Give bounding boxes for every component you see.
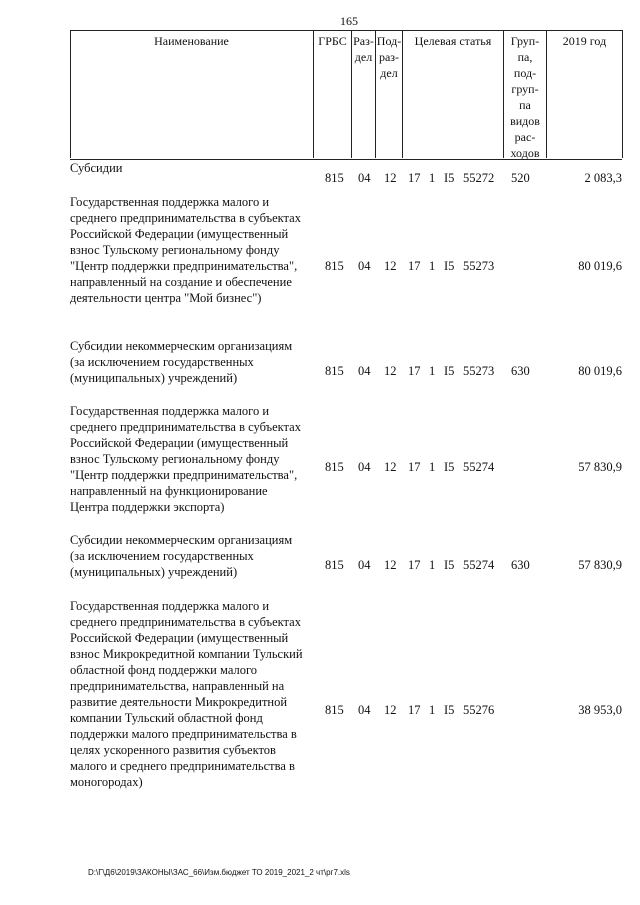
cell-target-2: 1 [429, 259, 436, 273]
header-grbs: ГРБС [318, 34, 347, 48]
cell-amount: 80 019,6 [578, 259, 622, 273]
table-rule [546, 30, 547, 158]
cell-target-3: I5 [444, 703, 455, 717]
header-podrazdel-line: дел [380, 66, 398, 80]
row-name-line: Субсидии [70, 161, 123, 175]
row-name-line: Государственная поддержка малого и [70, 195, 270, 209]
row-name-line: Центра поддержки экспорта) [70, 500, 225, 514]
cell-target-2: 1 [429, 364, 436, 378]
table-row [70, 403, 622, 515]
row-name [70, 598, 313, 790]
row-name-line: Российской Федерации (имущественный [70, 631, 289, 645]
row-name-line: взнос Тульскому региональному фонду [70, 243, 280, 257]
table-rule [375, 30, 376, 158]
cell-podrazdel: 12 [384, 703, 397, 717]
row-name-line: моногородах) [70, 775, 143, 789]
table-header [70, 30, 622, 160]
row-name-line: Субсидии некоммерческим организациям [70, 339, 293, 353]
cell-grbs: 815 [325, 171, 344, 185]
cell-target-2: 1 [429, 171, 436, 185]
row-name-line: "Центр поддержки предпринимательства", [70, 468, 298, 482]
table-row [70, 194, 622, 306]
cell-amount: 57 830,9 [578, 558, 622, 572]
cell-target-1: 17 [408, 171, 421, 185]
row-name-line: (муниципальных) учреждений) [70, 565, 238, 579]
cell-target-2: 1 [429, 703, 436, 717]
row-name-line: поддержки малого предпринимательства в [70, 727, 297, 741]
row-name-line: взнос Тульскому региональному фонду [70, 452, 280, 466]
cell-group: 520 [511, 171, 530, 185]
cell-grbs: 815 [325, 460, 344, 474]
row-name-line: (за исключением государственных [70, 549, 254, 563]
cell-razdel: 04 [358, 460, 371, 474]
cell-target-1: 17 [408, 259, 421, 273]
file-path-footer: D:\Г\Д6\2019\ЗАКОНЫ\ЗАС_66\Изм.бюджет ТО 2019_2021_2 чт\рг7.xls [88, 868, 350, 877]
row-name-line: предпринимательства, направленный на [70, 679, 285, 693]
header-podrazdel-line: Под- [376, 34, 402, 48]
row-name-line: компании Тульский областной фонд [70, 711, 263, 725]
row-name-line: Российской Федерации (имущественный [70, 227, 289, 241]
row-name [70, 532, 313, 580]
table-rule [351, 30, 352, 158]
cell-razdel: 04 [358, 259, 371, 273]
header-group-line: видов [510, 114, 540, 128]
row-name-line: среднего предпринимательства в субъектах [70, 211, 301, 225]
cell-target-2: 1 [429, 558, 436, 572]
table-rule [503, 30, 504, 158]
cell-target-1: 17 [408, 460, 421, 474]
header-razdel-line: дел [354, 50, 373, 64]
cell-razdel: 04 [358, 364, 371, 378]
row-name-line: (муниципальных) учреждений) [70, 371, 238, 385]
cell-amount: 80 019,6 [578, 364, 622, 378]
cell-target-4: 55276 [463, 703, 495, 717]
page-number: 165 [340, 14, 358, 28]
cell-target-3: I5 [444, 171, 455, 185]
row-name-line: направленный на функционирование [70, 484, 268, 498]
cell-podrazdel: 12 [384, 558, 397, 572]
cell-target-1: 17 [408, 703, 421, 717]
table-rule [402, 30, 403, 158]
table-row [70, 532, 622, 580]
header-group-line: па, [517, 50, 533, 64]
cell-razdel: 04 [358, 703, 371, 717]
cell-target-3: I5 [444, 364, 455, 378]
header-razdel [352, 31, 375, 159]
cell-target-3: I5 [444, 460, 455, 474]
header-podrazdel [376, 31, 402, 159]
row-name-line: среднего предпринимательства в субъектах [70, 420, 301, 434]
cell-amount: 2 083,3 [584, 171, 622, 185]
cell-podrazdel: 12 [384, 259, 397, 273]
header-year: 2019 год [562, 34, 607, 48]
row-name-line: деятельности центра "Мой бизнес") [70, 291, 262, 305]
cell-razdel: 04 [358, 171, 371, 185]
cell-grbs: 815 [325, 558, 344, 572]
row-name [70, 194, 313, 306]
cell-target-2: 1 [429, 460, 436, 474]
cell-target-4: 55273 [463, 364, 495, 378]
cell-target-4: 55272 [463, 171, 495, 185]
header-razdel-line: Раз- [353, 34, 374, 48]
cell-target-4: 55274 [463, 460, 495, 474]
row-name [70, 338, 313, 386]
row-name-line: (за исключением государственных [70, 355, 254, 369]
row-name-line: среднего предпринимательства в субъектах [70, 615, 301, 629]
table-row [70, 598, 622, 790]
row-name-line: Государственная поддержка малого и [70, 404, 270, 418]
cell-amount: 57 830,9 [578, 460, 622, 474]
row-name-line: направленный на создание и обеспечение [70, 275, 292, 289]
row-name-line: Российской Федерации (имущественный [70, 436, 289, 450]
cell-grbs: 815 [325, 364, 344, 378]
row-name-line: Государственная поддержка малого и [70, 599, 270, 613]
row-name-line: развитие деятельности Микрокредитной [70, 695, 288, 709]
row-name [70, 403, 313, 515]
cell-target-4: 55273 [463, 259, 495, 273]
header-podrazdel-line: раз- [378, 50, 400, 64]
cell-razdel: 04 [358, 558, 371, 572]
row-name [70, 160, 313, 176]
header-group-line: Груп- [510, 34, 540, 48]
row-name-line: областной фонд поддержки малого [70, 663, 258, 677]
row-name-line: целях ускоренного развития субъектов [70, 743, 276, 757]
cell-podrazdel: 12 [384, 460, 397, 474]
table-rule [622, 30, 623, 158]
table-rule [313, 30, 314, 158]
cell-target-3: I5 [444, 259, 455, 273]
cell-grbs: 815 [325, 259, 344, 273]
cell-group: 630 [511, 364, 530, 378]
header-group-line: груп- [511, 82, 539, 96]
table-rule [70, 30, 71, 158]
header-group-line: рас- [514, 130, 536, 144]
row-name-line: Субсидии некоммерческим организациям [70, 533, 293, 547]
cell-podrazdel: 12 [384, 171, 397, 185]
header-name: Наименование [154, 34, 229, 48]
table-row [70, 160, 622, 185]
cell-amount: 38 953,0 [578, 703, 622, 717]
row-name-line: "Центр поддержки предпринимательства", [70, 259, 298, 273]
cell-target-3: I5 [444, 558, 455, 572]
cell-group: 630 [511, 558, 530, 572]
table-row [70, 338, 622, 386]
cell-target-4: 55274 [463, 558, 495, 572]
header-group-line: ходов [510, 146, 540, 160]
cell-target-1: 17 [408, 364, 421, 378]
header-target: Целевая статья [414, 34, 492, 48]
header-group-line: под- [513, 66, 537, 80]
cell-grbs: 815 [325, 703, 344, 717]
cell-target-1: 17 [408, 558, 421, 572]
cell-podrazdel: 12 [384, 364, 397, 378]
header-group-line: па [519, 98, 531, 112]
header-group [504, 31, 546, 159]
row-name-line: малого и среднего предпринимательства в [70, 759, 295, 773]
row-name-line: взнос Микрокредитной компании Тульский [70, 647, 303, 661]
